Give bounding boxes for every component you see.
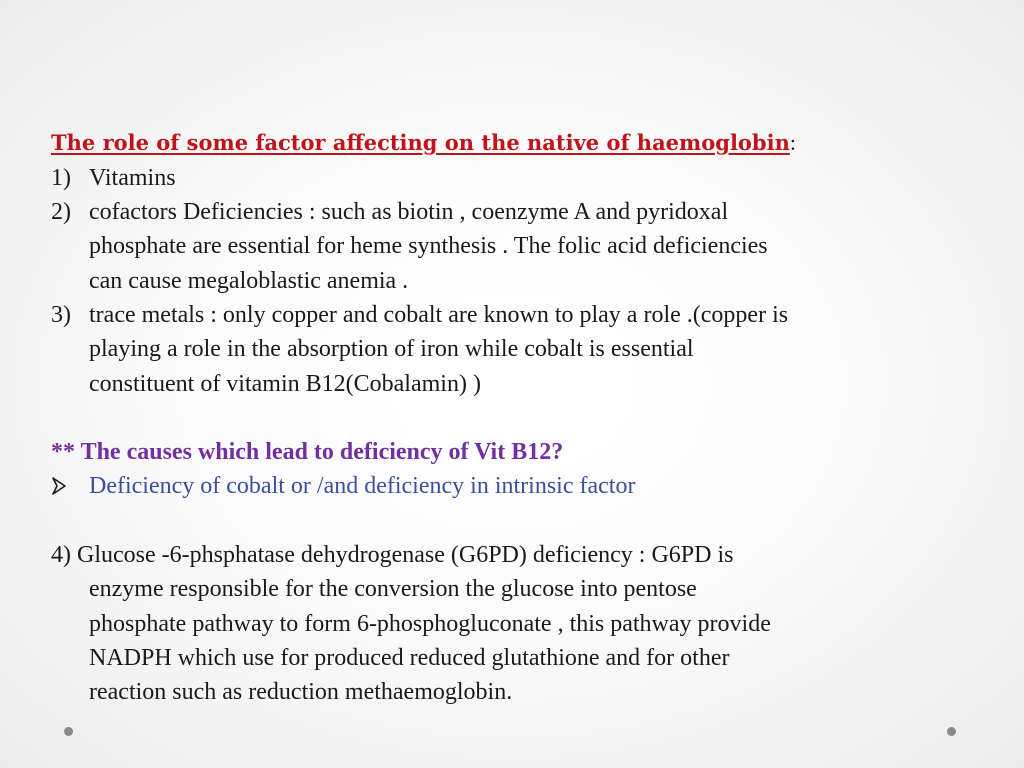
list-item-content bbox=[89, 161, 949, 195]
answer-text: Deficiency of cobalt or /and deficiency in intrinsic factor bbox=[89, 473, 636, 499]
heading-colon: : bbox=[789, 130, 796, 155]
list-item-line: playing a role in the absorption of iron while cobalt is essential bbox=[89, 336, 694, 363]
list-item-line: phosphate pathway to form 6-phosphogluconate , this pathway provide bbox=[89, 610, 771, 637]
list-item-line: cofactors Deficiencies : such as biotin , coenzyme A and pyridoxal bbox=[89, 199, 729, 225]
list-item-content bbox=[89, 572, 949, 709]
decorative-dot-left bbox=[64, 727, 73, 736]
list-item-line: constituent of vitamin B12(Cobalamin) ) bbox=[89, 370, 481, 397]
list-item-line: enzyme responsible for the conversion the glucose into pentose bbox=[89, 576, 697, 603]
heading-title: The role of some factor affecting on the native of haemoglobin bbox=[51, 130, 790, 155]
list-item-number: 2) bbox=[51, 199, 71, 225]
list-item-line: 4) Glucose -6-phsphatase dehydrogenase (G6PD) deficiency : G6PD is bbox=[51, 542, 734, 568]
list-item-content bbox=[89, 195, 949, 298]
list-item-4 bbox=[51, 538, 951, 706]
list-item-number: 1) bbox=[51, 165, 71, 191]
answer-content bbox=[89, 469, 949, 503]
question-text: ** The causes which lead to deficiency of Vit B12? bbox=[51, 439, 564, 465]
list-item-number: 3) bbox=[51, 302, 71, 328]
list-item-line: phosphate are essential for heme synthesis . The folic acid deficiencies bbox=[89, 233, 768, 260]
decorative-dot-right bbox=[947, 727, 956, 736]
question-line bbox=[51, 435, 951, 469]
list-item-content bbox=[89, 298, 949, 401]
arrow-bullet-icon bbox=[51, 476, 67, 496]
list-item-line: NADPH which use for produced reduced glutathione and for other bbox=[89, 644, 730, 671]
list-item-line: trace metals : only copper and cobalt are known to play a role .(copper is bbox=[89, 302, 789, 328]
list-item-line: can cause megaloblastic anemia . bbox=[89, 267, 409, 294]
slide-heading bbox=[51, 128, 796, 158]
list-item-line: reaction such as reduction methaemoglobin. bbox=[89, 679, 513, 706]
list-item-line: Vitamins bbox=[89, 165, 176, 191]
